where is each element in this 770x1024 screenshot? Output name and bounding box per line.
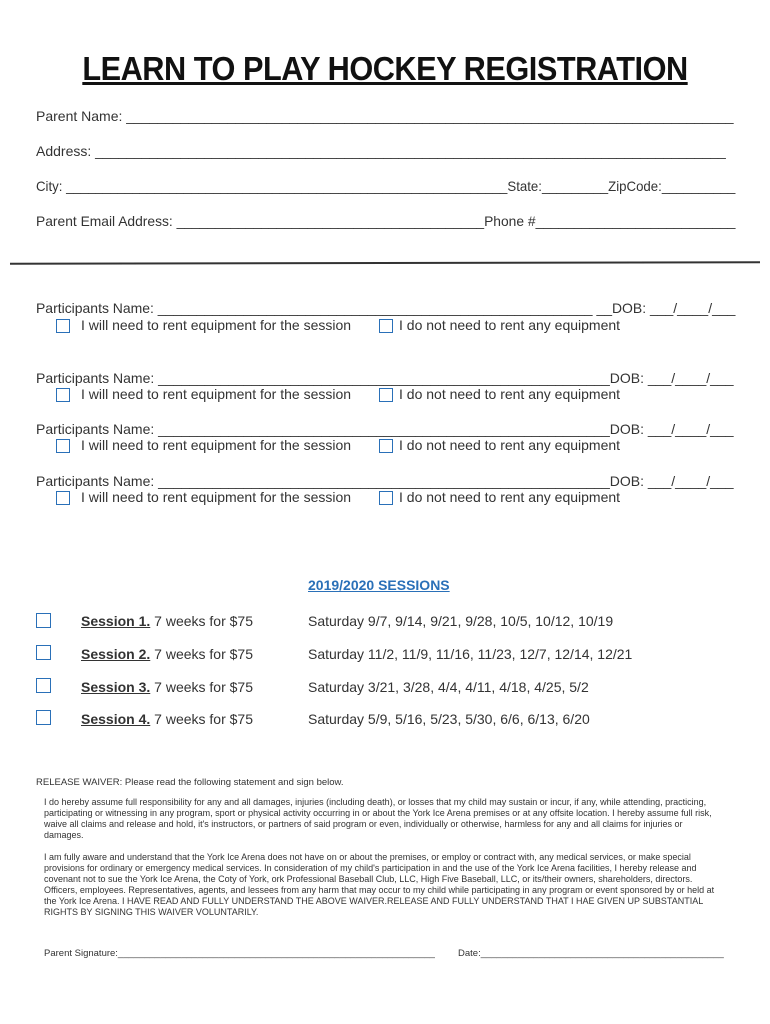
session-4-dates: Saturday 5/9, 5/16, 5/23, 5/30, 6/6, 6/13, 6/20 — [308, 711, 590, 727]
session-1-checkbox[interactable] — [36, 613, 51, 628]
parent-signature-field[interactable]: Parent Signature:____________________________________________________________ — [44, 948, 435, 959]
address-field[interactable]: Address: _________________________________________________________________________________ — [36, 143, 726, 159]
no-rent-checkbox[interactable] — [379, 388, 393, 402]
session-name: Session 2. — [81, 646, 151, 662]
session-price: 7 weeks for $75 — [150, 679, 253, 695]
session-2-title — [81, 646, 253, 662]
session-name: Session 4. — [81, 711, 151, 727]
no-rent-checkbox[interactable] — [379, 439, 393, 453]
participant-name-field[interactable]: Participants Name: __________________________________________________________DOB: ___/____/___ — [36, 421, 734, 437]
session-price: 7 weeks for $75 — [150, 711, 253, 727]
session-1-dates: Saturday 9/7, 9/14, 9/21, 9/28, 10/5, 10/12, 10/19 — [308, 613, 614, 629]
session-4-checkbox[interactable] — [36, 710, 51, 725]
session-1-title — [81, 613, 253, 629]
no-rent-checkbox[interactable] — [379, 491, 393, 505]
email-phone-field[interactable]: Parent Email Address: ________________________________________Phone #__________________________ — [36, 213, 736, 229]
participant-name-field[interactable]: Participants Name: __________________________________________________________DOB: ___/____/___ — [36, 370, 734, 386]
no-rent-label: I do not need to rent any equipment — [399, 317, 621, 333]
no-rent-label: I do not need to rent any equipment — [399, 489, 621, 505]
section-divider — [10, 261, 760, 265]
session-3-title — [81, 679, 253, 695]
rent-equipment-checkbox[interactable] — [56, 388, 70, 402]
rent-equipment-label: I will need to rent equipment for the session — [81, 386, 352, 402]
participant-name-field[interactable]: Participants Name: ________________________________________________________ __DOB: ___/____/___ — [36, 300, 736, 316]
form-title: LEARN TO PLAY HOCKEY REGISTRATION — [82, 50, 688, 87]
no-rent-label: I do not need to rent any equipment — [399, 437, 621, 453]
waiver-paragraph-1: I do hereby assume full responsibility for any and all damages, injuries (including death), or losses that my child may sustain or incur, if any, while attending, practicing, participating or witnessing in any program, sport or physical activity occurring in or about the York Ice Arena premises or at any offsite location. I hereby assume full risk, waive all claims and release and hold, it's instructors, or partners of said program or even, individually or otherwise, harmless for any and all claims for injuries or damages. — [44, 797, 712, 840]
rent-equipment-label: I will need to rent equipment for the session — [81, 437, 352, 453]
rent-equipment-checkbox[interactable] — [56, 491, 70, 505]
no-rent-label: I do not need to rent any equipment — [399, 386, 621, 402]
session-2-dates: Saturday 11/2, 11/9, 11/16, 11/23, 12/7, 12/14, 12/21 — [308, 646, 633, 662]
session-3-dates: Saturday 3/21, 3/28, 4/4, 4/11, 4/18, 4/25, 5/2 — [308, 679, 589, 695]
no-rent-checkbox[interactable] — [379, 319, 393, 333]
session-2-checkbox[interactable] — [36, 645, 51, 660]
session-4-title — [81, 711, 253, 727]
session-name: Session 3. — [81, 679, 151, 695]
session-price: 7 weeks for $75 — [150, 613, 253, 629]
rent-equipment-checkbox[interactable] — [56, 439, 70, 453]
participant-name-field[interactable]: Participants Name: __________________________________________________________DOB: ___/____/___ — [36, 473, 734, 489]
session-3-checkbox[interactable] — [36, 678, 51, 693]
rent-equipment-label: I will need to rent equipment for the session — [81, 489, 352, 505]
city-state-zip-field[interactable]: City: ____________________________________________________________State:_________ZipCode:__________ — [36, 178, 736, 194]
parent-name-field[interactable]: Parent Name: ______________________________________________________________________________ — [36, 108, 734, 124]
session-name: Session 1. — [81, 613, 151, 629]
rent-equipment-label: I will need to rent equipment for the session — [81, 317, 352, 333]
rent-equipment-checkbox[interactable] — [56, 319, 70, 333]
waiver-paragraph-2: I am fully aware and understand that the York Ice Arena does not have on or about the premises, or employ or contract with, any medical services, or make special provisions for ordinary or emergency medical services. In consideration of my child's participation in and the use of the York Ice Arena facilities, I hereby release and covenant not to sue the York Ice Arena, the Coty of York, ork Professional Baseball Club, LLC, High Five Baseball, LLC, or its/their owners, shareholders, directors. Officers, employees. Representatives, agents, and lessees from any harm that may occur to my child while participating in any program or event sponsored by or held at the York Ice Arena. I HAVE READ AND FULLY UNDERSTAND THE ABOVE WAIVER.RELEASE AND FULLY UNDERSTAND THAT I HAE GIVEN UP SUBSTANTIAL RIGHTS BY SIGNING THIS WAIVER VOLUNTARILY. — [44, 852, 715, 917]
date-field[interactable]: Date:______________________________________________ — [458, 948, 724, 959]
sessions-heading: 2019/2020 SESSIONS — [308, 577, 450, 593]
session-price: 7 weeks for $75 — [150, 646, 253, 662]
release-waiver-title: RELEASE WAIVER: Please read the following statement and sign below. — [36, 777, 344, 788]
